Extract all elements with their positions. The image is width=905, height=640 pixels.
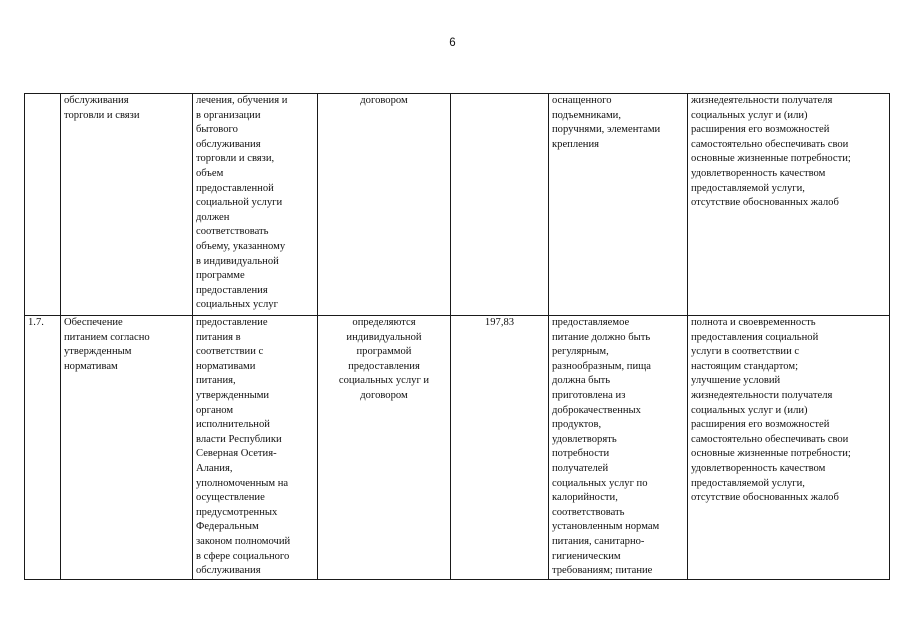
services-table — [24, 93, 890, 580]
service-description-cell: лечения, обучения и в организации бытового обслуживания торговли и связи, объем предоставленной социальной услуги должен соответствовать объему, указанному в индивидуальной программе предоставления социальных услуг — [193, 94, 318, 316]
table-row — [25, 94, 890, 316]
service-evaluation-cell: полнота и своевременность предоставления социальной услуги в соответствии с настоящим стандартом; улучшение условий жизнедеятельности получателя социальных услуг и (или) расширения его возможностей самостоятельно обеспечивать свои основные жизненные потребности; удовлетворенность качеством предоставляемой услуги, отсутствие обоснованных жалоб — [688, 316, 890, 580]
service-quality-cell: оснащенного подъемниками, поручнями, элементами крепления — [549, 94, 688, 316]
row-number-cell — [25, 94, 61, 316]
service-quality-cell: предоставляемое питание должно быть регулярным, разнообразным, пища должна быть приготовлена из доброкачественных продуктов, удовлетворять потребности получателей социальных услуг по калорийности, соответствовать установленным нормам питания, санитарно- гигиеническим требованиям; питание — [549, 316, 688, 580]
service-terms-cell: определяются индивидуальной программой предоставления социальных услуг и договором — [318, 316, 451, 580]
service-terms-cell: договором — [318, 94, 451, 316]
service-description-cell: предоставление питания в соответствии с нормативами питания, утвержденными органом исполнительной власти Республики Северная Осетия- Алания, уполномоченным на осуществление предусмотренных Федеральным законом полномочий в сфере социального обслуживания — [193, 316, 318, 580]
service-name-cell: обслуживания торговли и связи — [61, 94, 193, 316]
table-row — [25, 316, 890, 580]
row-number-cell: 1.7. — [25, 316, 61, 580]
service-evaluation-cell: жизнедеятельности получателя социальных услуг и (или) расширения его возможностей самостоятельно обеспечивать свои основные жизненные потребности; удовлетворенность качеством предоставляемой услуги, отсутствие обоснованных жалоб — [688, 94, 890, 316]
service-name-cell: Обеспечение питанием согласно утвержденным нормативам — [61, 316, 193, 580]
page-number: 6 — [449, 37, 456, 49]
service-price-cell — [451, 94, 549, 316]
service-price-cell: 197,83 — [451, 316, 549, 580]
